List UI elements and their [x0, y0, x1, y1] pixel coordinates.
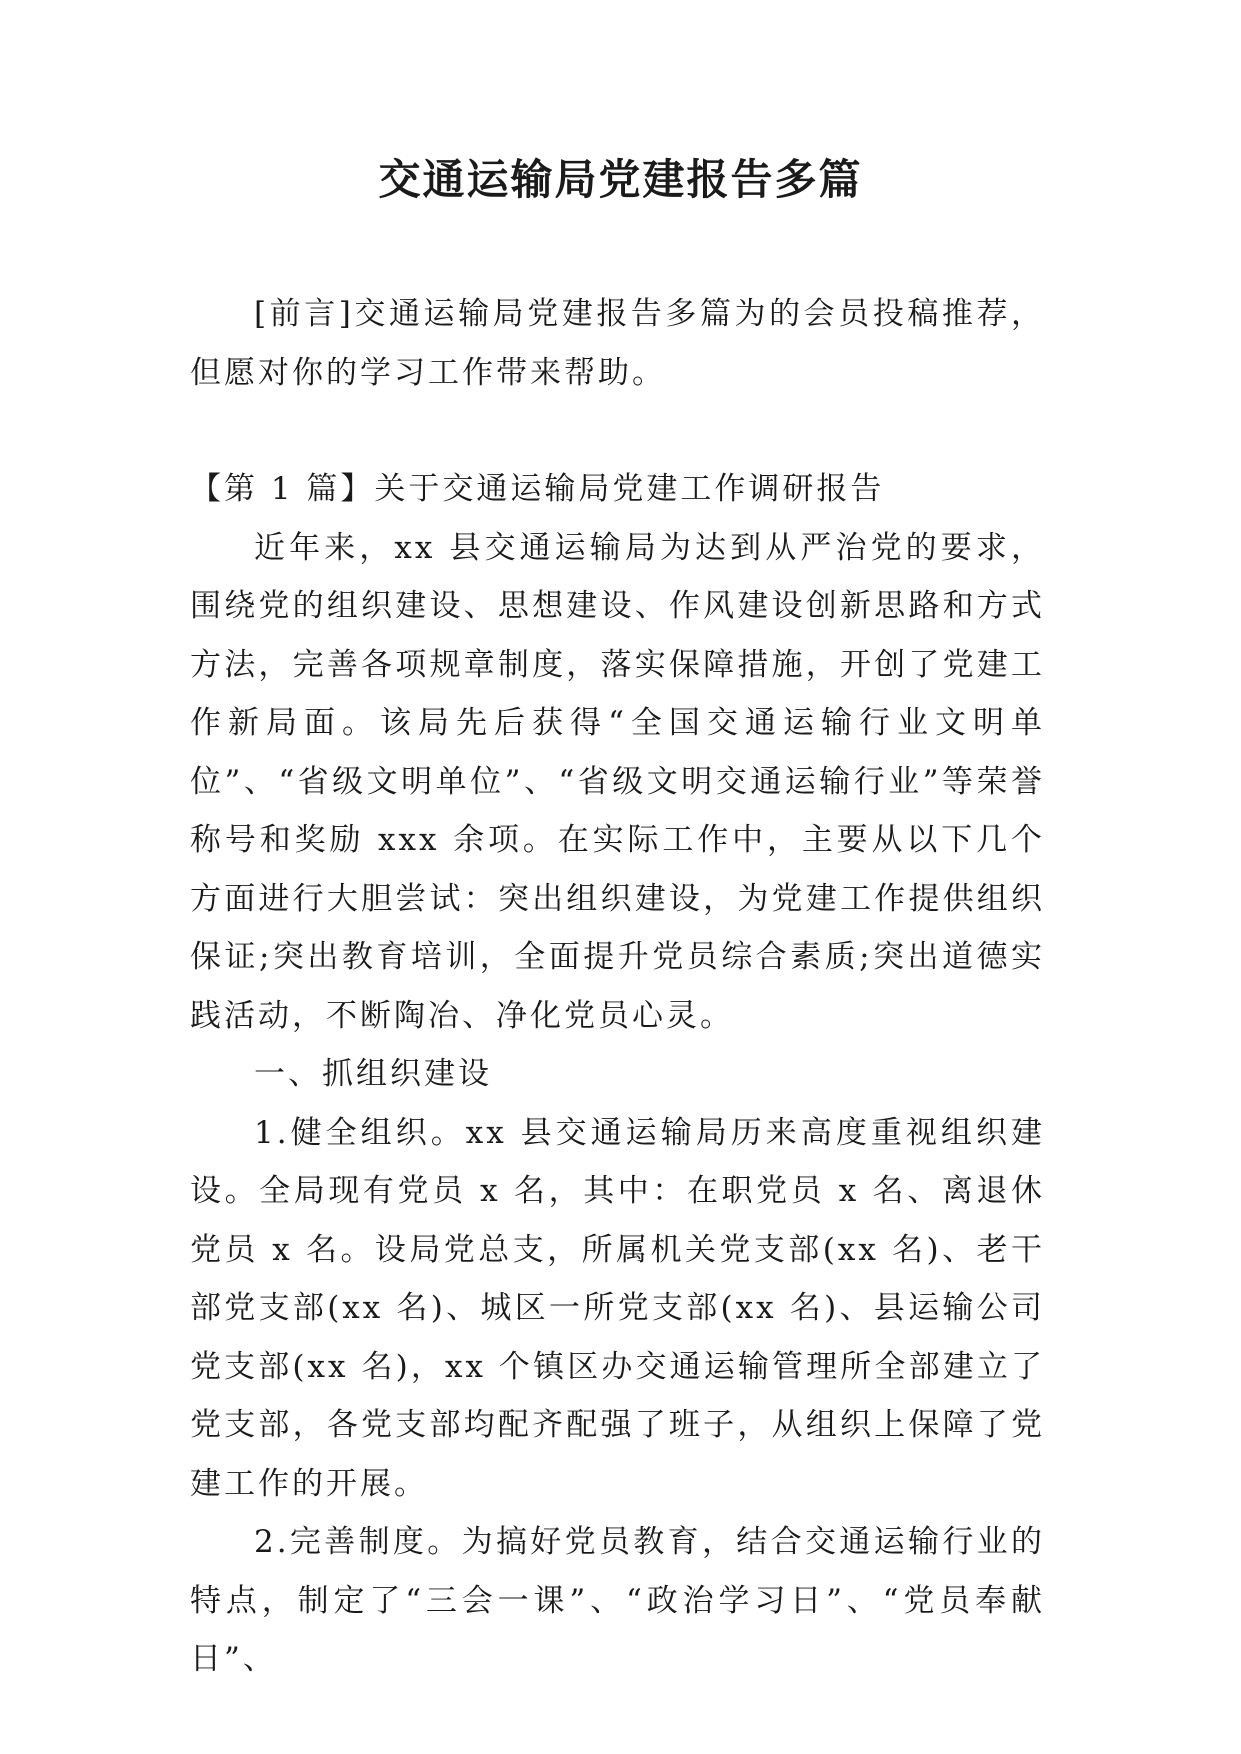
body-paragraph-1: 1.健全组织。xx 县交通运输局历来高度重视组织建设。全局现有党员 x 名，其中：在职党员 x 名、离退休党员 x 名。设局党总支，所属机关党支部(xx 名)、老干部党支部(xx 名)、城区一所党支部(xx 名)、县运输公司党支部(xx 名)，xx 个镇区办交通运输管理所全部建立了党支部，各党支部均配齐配强了班子，从组织上保障了党建工作的开展。 — [190, 1114, 1045, 1502]
body-paragraph-intro: 近年来，xx 县交通运输局为达到从严治党的要求，围绕党的组织建设、思想建设、作风建设创新思路和方式方法，完善各项规章制度，落实保障措施，开创了党建工作新局面。该局先后获得“全国交通运输行业文明单位”、“省级文明单位”、“省级文明交通运输行业”等荣誉称号和奖励 xxx 余项。在实际工作中，主要从以下几个方面进行大胆尝试：突出组织建设，为党建工作提供组织保证;突出教育培训，全面提升党员综合素质;突出道德实践活动，不断陶冶、净化党员心灵。 — [190, 529, 1045, 1034]
preface-block — [190, 285, 1045, 402]
article-body — [190, 460, 1045, 1689]
body-paragraph-2: 2.完善制度。为搞好党员教育，结合交通运输行业的特点，制定了“三会一课”、“政治学习日”、“党员奉献日”、 — [190, 1524, 1045, 1677]
preface-paragraph: [前言]交通运输局党建报告多篇为的会员投稿推荐，但愿对你的学习工作带来帮助。 — [190, 296, 1045, 391]
subheading-organization: 一、抓组织建设 — [254, 1056, 492, 1092]
document-title: 交通运输局党建报告多篇 — [378, 155, 863, 204]
section-heading: 【第 1 篇】关于交通运输局党建工作调研报告 — [190, 471, 885, 507]
